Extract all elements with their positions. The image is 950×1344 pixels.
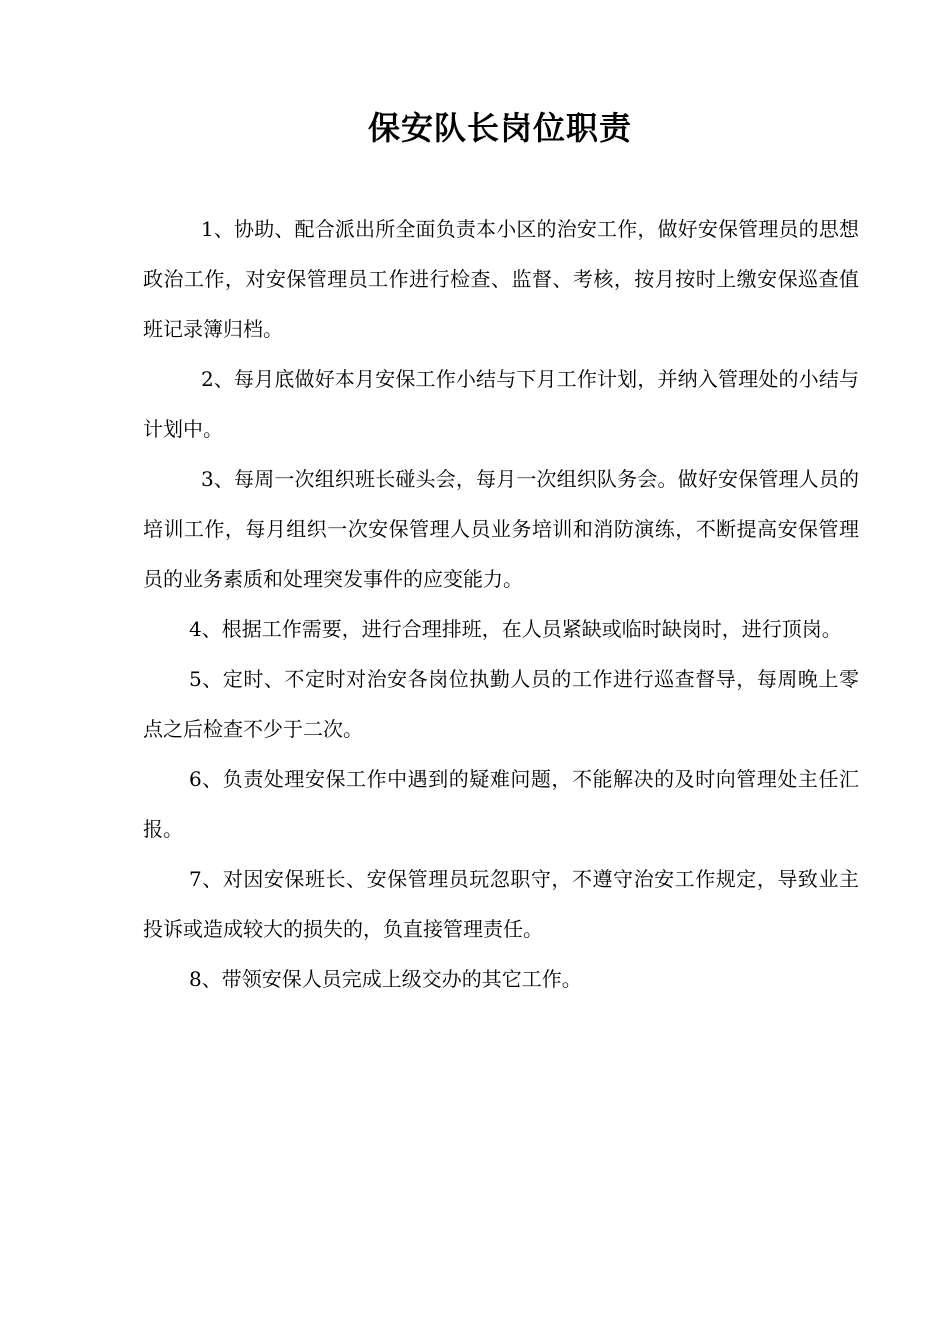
duty-item-6: 6、负责处理安保工作中遇到的疑难问题，不能解决的及时向管理处主任汇报。: [143, 767, 859, 841]
duty-item-8: 8、带领安保人员完成上级交办的其它工作。: [189, 967, 582, 991]
duty-item-4: 4、根据工作需要，进行合理排班，在人员紧缺或临时缺岗时，进行顶岗。: [189, 617, 842, 641]
duty-item-3: 3、每周一次组织班长碰头会，每月一次组织队务会。做好安保管理人员的培训工作，每月组织一次安保管理人员业务培训和消防演练，不断提高安保管理员的业务素质和处理突发事件的应变能力。: [143, 467, 859, 591]
duty-item-2: 2、每月底做好本月安保工作小结与下月工作计划，并纳入管理处的小结与计划中。: [143, 367, 859, 441]
document-title: 保安队长岗位职责: [367, 109, 632, 147]
duty-item-7: 7、对因安保班长、安保管理员玩忽职守，不遵守治安工作规定，导致业主投诉或造成较大的损失的，负直接管理责任。: [143, 867, 859, 941]
document-body: [143, 204, 859, 1004]
duty-item-5: 5、定时、不定时对治安各岗位执勤人员的工作进行巡查督导，每周晚上零点之后检查不少于二次。: [143, 667, 859, 741]
duty-item-1: 1、协助、配合派出所全面负责本小区的治安工作，做好安保管理员的思想政治工作，对安保管理员工作进行检查、监督、考核，按月按时上缴安保巡查值班记录簿归档。: [143, 217, 859, 341]
